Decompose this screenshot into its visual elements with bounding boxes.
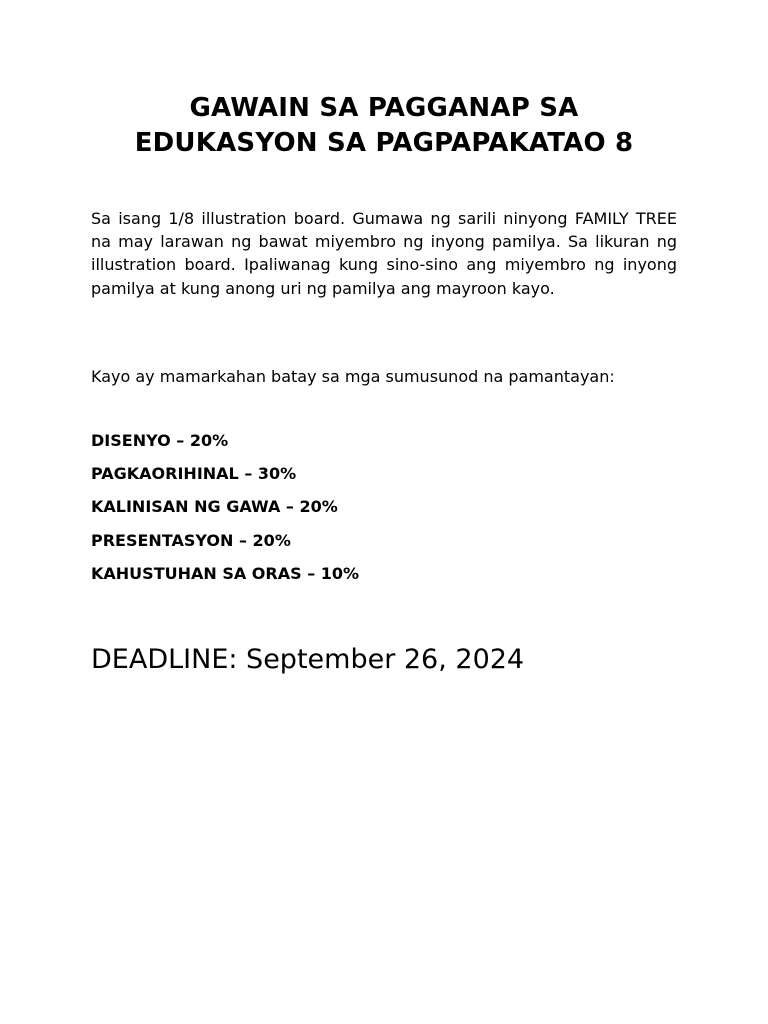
deadline-text: DEADLINE: September 26, 2024 xyxy=(91,644,525,675)
criteria-item-pagkaorihinal: PAGKAORIHINAL – 30% xyxy=(91,464,297,484)
criteria-item-disenyo: DISENYO – 20% xyxy=(91,431,229,450)
criteria-intro: Kayo ay mamarkahan batay sa mga sumusunod na pamantayan: xyxy=(91,367,615,386)
criteria-item-presentasyon: PRESENTASYON – 20% xyxy=(91,530,291,550)
title-line-2: EDUKASYON SA PAGPAPAKATAO 8 xyxy=(134,128,634,158)
title-line-1: GAWAIN SA PAGGANAP SA xyxy=(189,93,579,123)
instruction-paragraph: Sa isang 1/8 illustration board. Gumawa ng sarili ninyong FAMILY TREE na may larawan ng bawat miyembro ng inyong pamilya. Sa likuran ng illustration board. Ipaliwanag kung sino-sino ang miyembro ng inyong pamilya at kung anong uri ng pamilya ang mayroon kayo. xyxy=(91,209,677,298)
page-title xyxy=(0,91,768,161)
criteria-item-kalinisan: KALINISAN NG GAWA – 20% xyxy=(91,497,338,517)
criteria-list xyxy=(91,430,359,596)
criteria-item-kahustuhan: KAHUSTUHAN SA ORAS – 10% xyxy=(91,563,360,583)
